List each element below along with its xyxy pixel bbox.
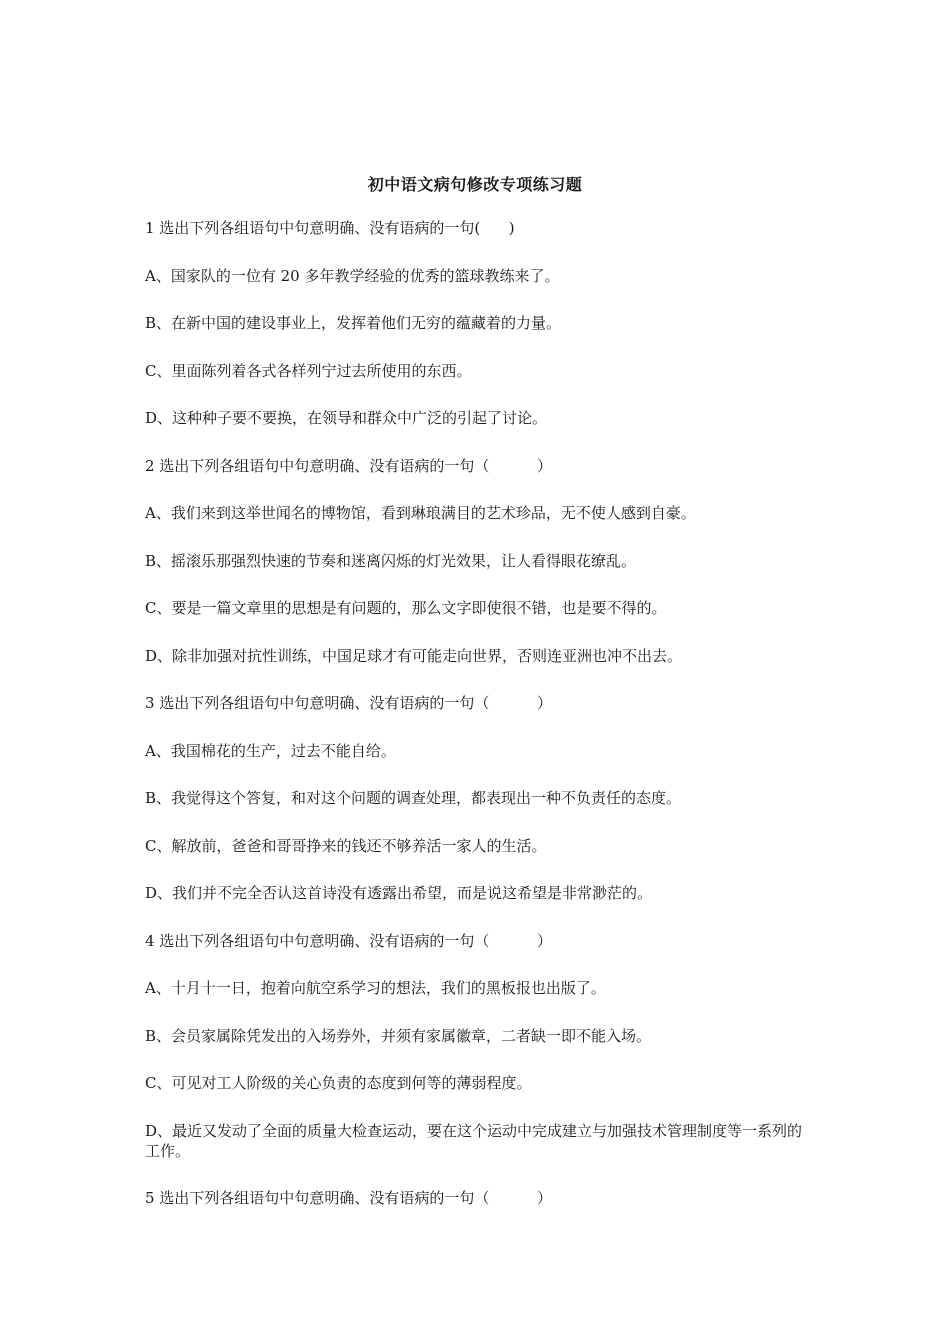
option-line: C、解放前，爸爸和哥哥挣来的钱还不够养活一家人的生活。 bbox=[145, 836, 547, 855]
question-prompt: 5 选出下列各组语句中句意明确、没有语病的一句（ ） bbox=[145, 1189, 552, 1207]
option-line: C、要是一篇文章里的思想是有问题的，那么文字即使很不错，也是要不得的。 bbox=[145, 599, 667, 617]
question-list bbox=[145, 218, 813, 1208]
option-line: C、可见对工人阶级的关心负责的态度到何等的薄弱程度。 bbox=[145, 1074, 532, 1092]
option-line: D、除非加强对抗性训练，中国足球才有可能走向世界，否则连亚洲也冲不出去。 bbox=[145, 646, 683, 665]
question-prompt: 3 选出下列各组语句中句意明确、没有语病的一句（ ） bbox=[145, 694, 552, 712]
question-prompt: 4 选出下列各组语句中句意明确、没有语病的一句（ ） bbox=[145, 931, 552, 950]
option-line: B、在新中国的建设事业上，发挥着他们无穷的蕴藏着的力量。 bbox=[145, 314, 562, 332]
option-line: B、摇滚乐那强烈快速的节奏和迷离闪烁的灯光效果，让人看得眼花缭乱。 bbox=[145, 551, 637, 570]
option-line: A、十月十一日，抱着向航空系学习的想法，我们的黑板报也出版了。 bbox=[145, 979, 606, 997]
question-prompt: 2 选出下列各组语句中句意明确、没有语病的一句（ ） bbox=[145, 456, 552, 475]
option-line: A、国家队的一位有 20 多年教学经验的优秀的篮球教练来了。 bbox=[145, 266, 560, 285]
option-line: C、里面陈列着各式各样列宁过去所使用的东西。 bbox=[145, 361, 472, 380]
option-line: A、我国棉花的生产，过去不能自给。 bbox=[145, 741, 396, 760]
option-line: D、我们并不完全否认这首诗没有透露出希望，而是说这希望是非常渺茫的。 bbox=[145, 884, 653, 902]
option-line: B、会员家属除凭发出的入场券外，并须有家属徽章，二者缺一即不能入场。 bbox=[145, 1026, 652, 1045]
option-line: B、我觉得这个答复，和对这个问题的调查处理，都表现出一种不负责任的态度。 bbox=[145, 789, 682, 807]
page-title: 初中语文病句修改专项练习题 bbox=[367, 175, 583, 194]
option-line: D、这种种子要不要换，在领导和群众中广泛的引起了讨论。 bbox=[145, 409, 548, 427]
question-prompt: 1 选出下列各组语句中句意明确、没有语病的一句( ) bbox=[145, 219, 515, 237]
option-line: A、我们来到这举世闻名的博物馆，看到琳琅满目的艺术珍品，无不使人感到自豪。 bbox=[145, 504, 696, 522]
option-line: D、最近又发动了全面的质量大检查运动，要在这个运动中完成建立与加强技术管理制度等一系列的工作。 bbox=[145, 1121, 803, 1160]
